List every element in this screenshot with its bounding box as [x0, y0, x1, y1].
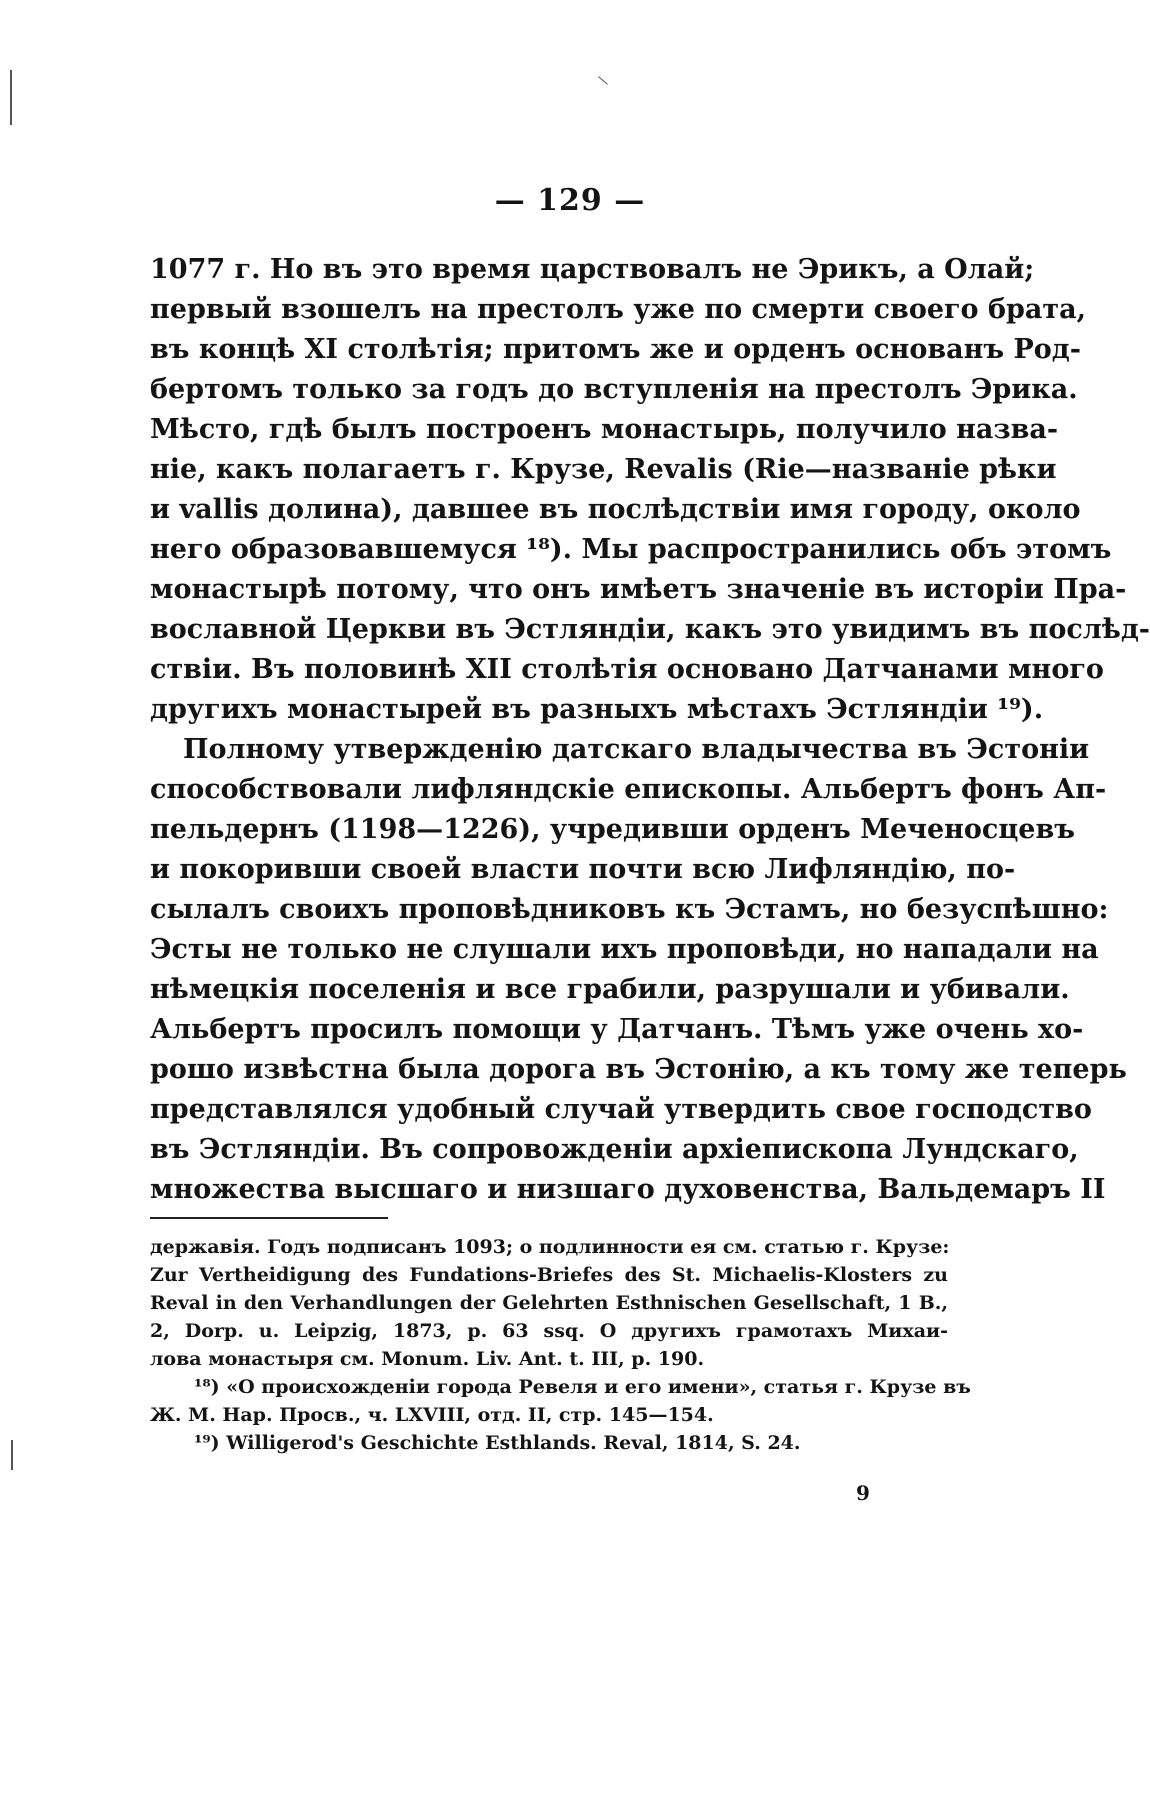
footnote-line: Reval in den Verhandlungen der Gelehrten Esthnischen Gesellschaft, 1 B.,: [150, 1292, 948, 1314]
text-line: и покоривши своей власти почти всю Лифляндію, по-: [150, 854, 1016, 885]
text-line: рошо извѣстна была дорога въ Эстонію, а къ тому же теперь: [150, 1054, 1127, 1085]
text-line: Мѣсто, гдѣ былъ построенъ монастырь, получило назва-: [150, 414, 1059, 445]
text-line: и vallis долина), давшее въ послѣдствіи имя городу, около: [150, 494, 1081, 525]
footnote-line: державія. Годъ подписанъ 1093; о подлинности ея см. статью г. Крузе:: [150, 1236, 950, 1258]
text-line: первый взошелъ на престолъ уже по смерти своего брата,: [150, 294, 1086, 325]
body-text: [150, 250, 1150, 1210]
text-line: Полному утвержденію датскаго владычества въ Эстоніи: [183, 734, 1090, 765]
text-line: множества высшаго и низшаго духовенства, Вальдемаръ II: [150, 1174, 1106, 1205]
text-line: него образовавшемуся ¹⁸). Мы распространились объ этомъ: [150, 534, 1112, 565]
text-line: нѣмецкія поселенія и все грабили, разрушали и убивали.: [150, 974, 1070, 1005]
footnote-line: Ж. М. Нар. Просв., ч. LXVIII, отд. II, стр. 145—154.: [150, 1404, 714, 1426]
text-line: способствовали лифляндскіе епископы. Альбертъ фонъ Ап-: [150, 774, 1107, 805]
text-line: въ концѣ XI столѣтія; притомъ же и орденъ основанъ Род-: [150, 334, 1081, 365]
scan-margin-mark: [10, 70, 12, 125]
printer-signature: 9: [856, 1481, 870, 1505]
text-line: монастырѣ потому, что онъ имѣетъ значеніе въ исторіи Пра-: [150, 574, 1127, 605]
footnote-separator: [150, 1217, 388, 1219]
footnote-line: ¹⁹) Willigerod's Geschichte Esthlands. Reval, 1814, S. 24.: [194, 1432, 801, 1454]
text-line: вославной Церкви въ Эстляндіи, какъ это увидимъ въ послѣд-: [150, 614, 1150, 645]
footnotes: [150, 1233, 971, 1457]
text-line: представлялся удобный случай утвердить свое господство: [150, 1094, 1092, 1125]
text-line: въ Эстляндіи. Въ сопровожденіи архіепископа Лундскаго,: [150, 1134, 1079, 1165]
footnote-line: ¹⁸) «О происхожденіи города Ревеля и его имени», статья г. Крузе въ: [194, 1376, 971, 1398]
text-line: ствіи. Въ половинѣ XII столѣтія основано Датчанами много: [150, 654, 1104, 685]
text-line: сылалъ своихъ проповѣдниковъ къ Эстамъ, но безуспѣшно:: [150, 894, 1109, 925]
scan-margin-mark: [11, 1440, 13, 1470]
text-line: Эсты не только не слушали ихъ проповѣди, но нападали на: [150, 934, 1099, 965]
footnote-line: лова монастыря см. Monum. Liv. Ant. t. III, p. 190.: [150, 1348, 705, 1370]
text-line: Альбертъ просилъ помощи у Датчанъ. Тѣмъ уже очень хо-: [150, 1014, 1084, 1045]
footnote-line: 2, Dorp. u. Leipzig, 1873, p. 63 ssq. О другихъ грамотахъ Михаи-: [150, 1320, 948, 1342]
text-line: пельдернъ (1198—1226), учредивши орденъ Меченосцевъ: [150, 814, 1075, 845]
text-line: 1077 г. Но въ это время царствовалъ не Эрикъ, а Олай;: [150, 254, 1035, 285]
page-number: — 129 —: [494, 183, 646, 218]
scan-speck: [598, 76, 608, 84]
text-line: бертомъ только за годъ до вступленія на престолъ Эрика.: [150, 374, 1078, 405]
text-line: другихъ монастырей въ разныхъ мѣстахъ Эстляндіи ¹⁹).: [150, 694, 1044, 725]
footnote-line: Zur Vertheidigung des Fundations-Briefes des St. Michaelis-Klosters zu: [150, 1264, 948, 1286]
text-line: ніе, какъ полагаетъ г. Крузе, Revalis (Rie—названіе рѣки: [150, 454, 1057, 485]
